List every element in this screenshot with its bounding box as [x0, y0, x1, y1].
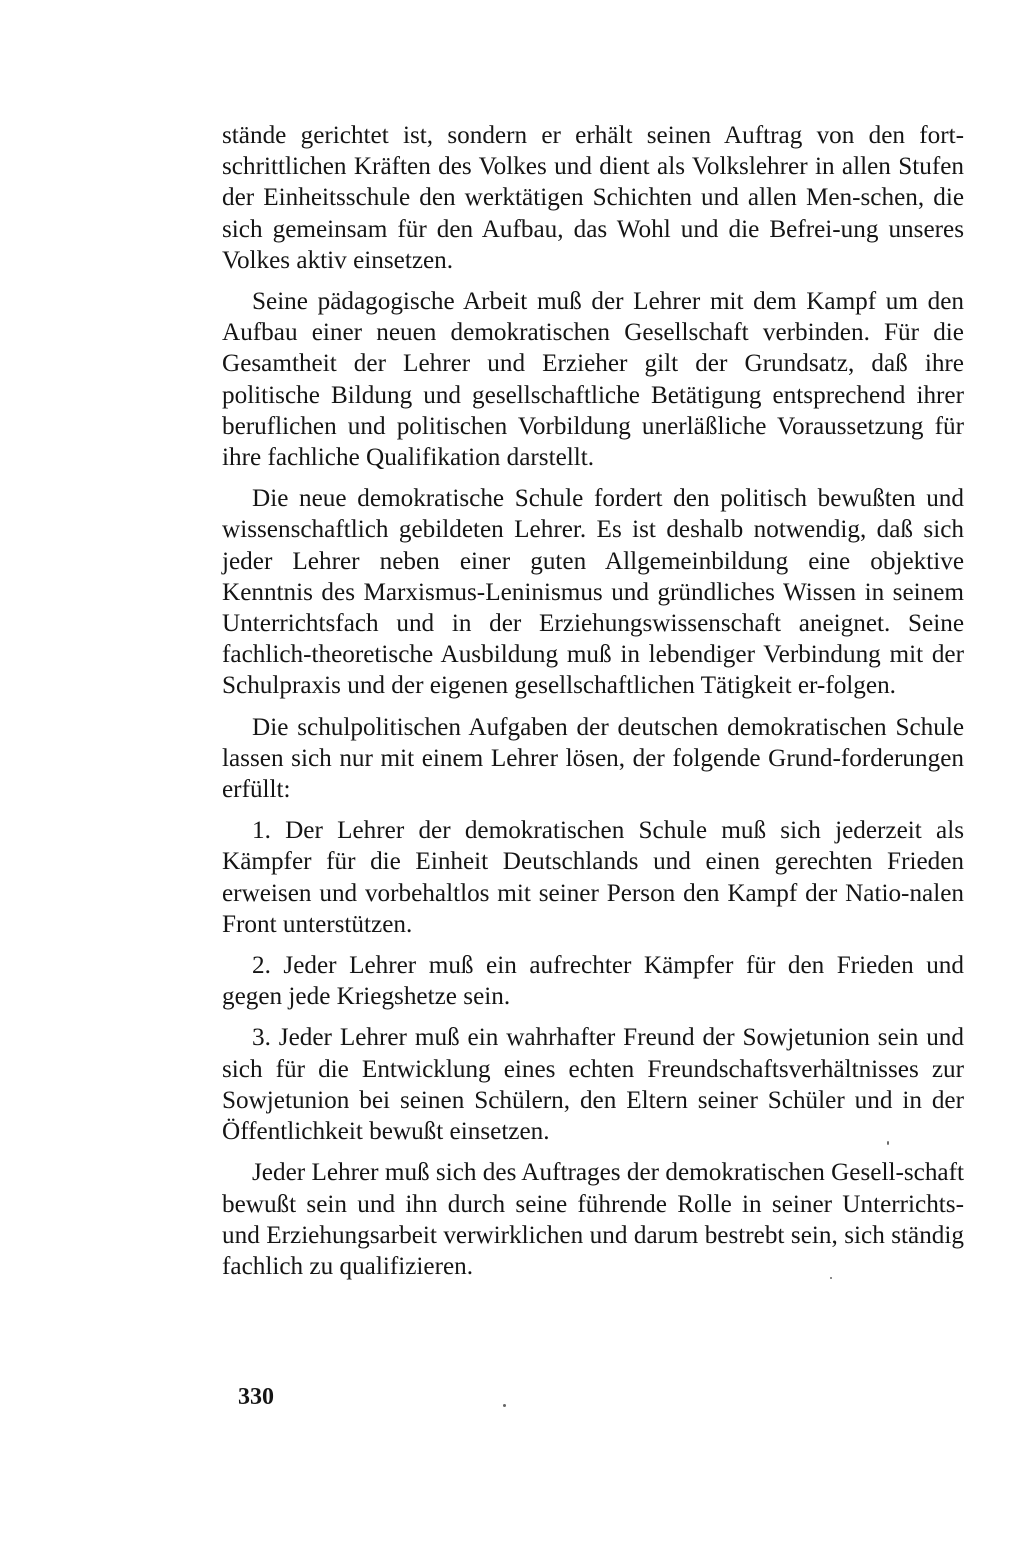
list-item-2: 2. Jeder Lehrer muß ein aufrechter Kämpfer für den Frieden und gegen jede Kriegshetze sein.	[222, 952, 964, 1011]
list-item-3: 3. Jeder Lehrer muß ein wahrhafter Freund der Sowjetunion sein und sich für die Entwicklung eines echten Freundschaftsverhältnisses zur Sowjetunion bei seinen Schülern, den Eltern seiner Schüler und in der Öffentlichkeit bewußt einsetzen.	[222, 1024, 964, 1146]
paragraph-closing: Jeder Lehrer muß sich des Auftrages der demokratischen Gesell-schaft bewußt sein und ihn durch seine führende Rolle in seiner Unterrichts- und Erziehungsarbeit verwirklichen und darum bestrebt sein, sich ständig fachlich zu qualifizieren.	[222, 1159, 964, 1280]
page-number: 330	[238, 1384, 274, 1410]
paragraph-1: stände gerichtet ist, sondern er erhält seinen Auftrag von den fort-schrittlichen Kräften des Volkes und dient als Volkslehrer in allen Stufen der Einheitsschule den werktätigen Schichten und allen Men-schen, die sich gemeinsam für den Aufbau, das Wohl und die Befrei-ung unseres Volkes aktiv einsetzen.	[222, 122, 964, 274]
paragraph-4: Die schulpolitischen Aufgaben der deutschen demokratischen Schule lassen sich nur mit einem Lehrer lösen, der folgende Grund-forderungen erfüllt:	[222, 713, 964, 804]
paragraph-2: Seine pädagogische Arbeit muß der Lehrer mit dem Kampf um den Aufbau einer neuen demokratischen Gesellschaft verbinden. Für die Gesamtheit der Lehrer und Erzieher gilt der Grundsatz, daß ihre politische Bildung und gesellschaftliche Betätigung entsprechend ihrer beruflichen und politischen Vorbildung unerläßliche Voraussetzung für ihre fachliche Qualifikation darstellt.	[222, 288, 964, 472]
dust-speck	[503, 1404, 506, 1407]
list-item-1: 1. Der Lehrer der demokratischen Schule muß sich jederzeit als Kämpfer für die Einheit Deutschlands und einen gerechten Frieden erweisen und vorbehaltlos mit seiner Person den Kampf der Natio-nalen Front unterstützen.	[222, 817, 964, 938]
dust-speck	[830, 1277, 832, 1279]
dust-speck	[887, 1141, 889, 1145]
body-text	[222, 120, 964, 1292]
paragraph-3: Die neue demokratische Schule fordert den politisch bewußten und wissenschaftlich gebildeten Lehrer. Es ist deshalb notwendig, daß sich jeder Lehrer neben einer guten Allgemeinbildung eine objektive Kenntnis des Marxismus-Leninismus und gründliches Wissen in seinem Unterrichtsfach und in der Erziehungswissenschaft aneignet. Seine fachlich-theoretische Ausbildung muß in lebendiger Verbindung mit der Schulpraxis und der eigenen gesellschaftlichen Tätigkeit er-folgen.	[222, 485, 964, 700]
